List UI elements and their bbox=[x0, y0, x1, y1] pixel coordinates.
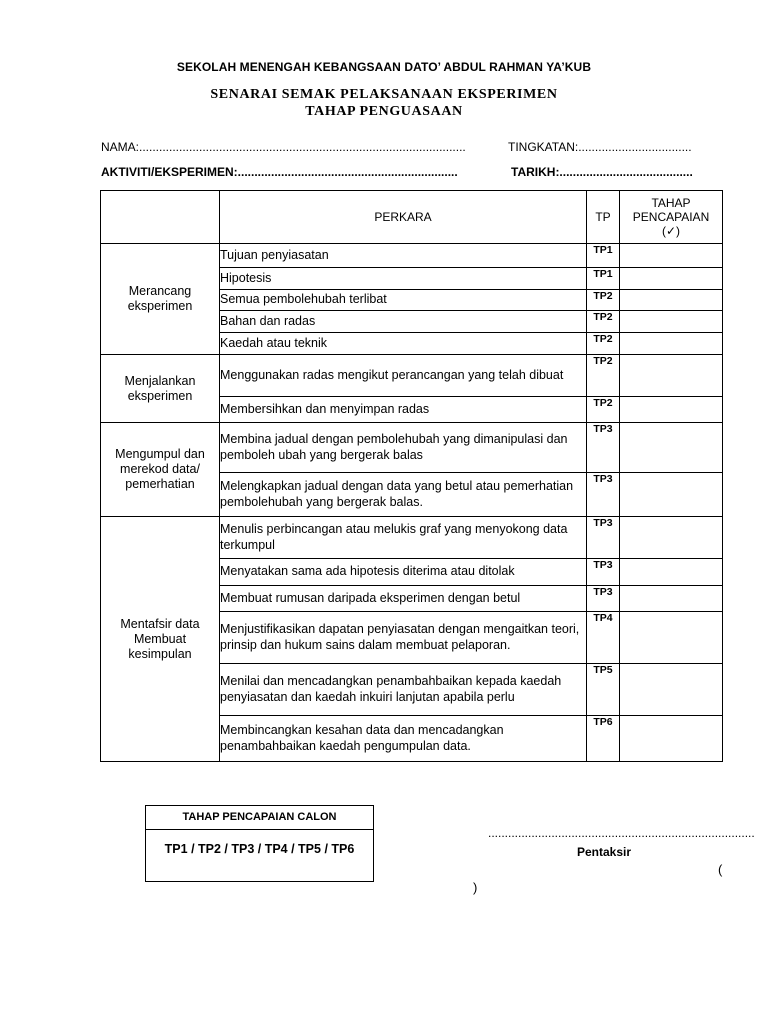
checkmark-cell[interactable] bbox=[620, 559, 723, 586]
form-subtitle: TAHAP PENGUASAAN bbox=[305, 104, 463, 119]
item-text: Kaedah atau teknik bbox=[220, 333, 587, 355]
checkmark-cell[interactable] bbox=[620, 586, 723, 612]
checkmark-cell[interactable] bbox=[620, 268, 723, 290]
checkmark-cell[interactable] bbox=[620, 290, 723, 311]
header-tahap-line1: TAHAP bbox=[651, 196, 691, 210]
name-paren-open: ( bbox=[718, 862, 723, 877]
checkmark-cell[interactable] bbox=[620, 423, 723, 473]
header-tahap-pencapaian bbox=[620, 191, 723, 244]
header-tp: TP bbox=[587, 191, 620, 244]
item-text: Membersihkan dan menyimpan radas bbox=[220, 397, 587, 423]
item-tp: TP2 bbox=[587, 333, 620, 355]
name-paren-close: ) bbox=[473, 880, 478, 895]
item-text: Menggunakan radas mengikut perancangan yang telah dibuat bbox=[220, 355, 587, 397]
item-tp: TP6 bbox=[587, 716, 620, 762]
item-text: Membina jadual dengan pembolehubah yang dimanipulasi dan pemboleh ubah yang bergerak balas bbox=[220, 423, 587, 473]
item-tp: TP3 bbox=[587, 586, 620, 612]
checkmark-cell[interactable] bbox=[620, 244, 723, 268]
item-text: Menjustifikasikan dapatan penyiasatan dengan mengaitkan teori, prinsip dan hukum sains dalam membuat pelaporan. bbox=[220, 612, 587, 664]
checklist-table bbox=[100, 190, 723, 762]
checkmark-cell[interactable] bbox=[620, 311, 723, 333]
item-tp: TP3 bbox=[587, 473, 620, 517]
checkmark-cell[interactable] bbox=[620, 612, 723, 664]
header-blank bbox=[101, 191, 220, 244]
checkmark-cell[interactable] bbox=[620, 333, 723, 355]
school-name: SEKOLAH MENENGAH KEBANGSAAN DATO’ ABDUL RAHMAN YA’KUB bbox=[176, 60, 592, 74]
item-text: Semua pembolehubah terlibat bbox=[220, 290, 587, 311]
item-tp: TP3 bbox=[587, 423, 620, 473]
item-tp: TP2 bbox=[587, 290, 620, 311]
form-title: SENARAI SEMAK PELAKSANAAN EKSPERIMEN bbox=[210, 87, 558, 102]
item-text: Membincangkan kesahan data dan mencadangkan penambahbaikan kaedah pengumpulan data. bbox=[220, 716, 587, 762]
category-mengumpul: Mengumpul dan merekod data/ pemerhatian bbox=[101, 423, 220, 517]
tarikh-field[interactable]: TARIKH:........................................ bbox=[511, 165, 693, 179]
category-mentafsir: Mentafsir data Membuat kesimpulan bbox=[101, 517, 220, 762]
aktiviti-field[interactable]: AKTIVITI/EKSPERIMEN:.................................................................. bbox=[101, 165, 458, 179]
checkmark-cell[interactable] bbox=[620, 716, 723, 762]
item-text: Menulis perbincangan atau melukis graf yang menyokong data terkumpul bbox=[220, 517, 587, 559]
item-text: Menyatakan sama ada hipotesis diterima atau ditolak bbox=[220, 559, 587, 586]
calon-box-title: TAHAP PENCAPAIAN CALON bbox=[146, 806, 373, 830]
checkmark-cell[interactable] bbox=[620, 517, 723, 559]
item-tp: TP2 bbox=[587, 397, 620, 423]
item-tp: TP1 bbox=[587, 268, 620, 290]
header-perkara: PERKARA bbox=[220, 191, 587, 244]
signature-line[interactable]: ................................................................................ bbox=[488, 826, 755, 840]
item-text: Bahan dan radas bbox=[220, 311, 587, 333]
item-tp: TP3 bbox=[587, 559, 620, 586]
item-text: Membuat rumusan daripada eksperimen dengan betul bbox=[220, 586, 587, 612]
header-tahap-line3: (✓) bbox=[661, 224, 681, 238]
item-tp: TP5 bbox=[587, 664, 620, 716]
checkmark-cell[interactable] bbox=[620, 664, 723, 716]
item-tp: TP2 bbox=[587, 311, 620, 333]
checkmark-cell[interactable] bbox=[620, 473, 723, 517]
item-tp: TP4 bbox=[587, 612, 620, 664]
pentaksir-label: Pentaksir bbox=[577, 845, 632, 859]
item-tp: TP1 bbox=[587, 244, 620, 268]
header-tahap-line2: PENCAPAIAN bbox=[632, 210, 710, 224]
checkmark-cell[interactable] bbox=[620, 397, 723, 423]
item-tp: TP3 bbox=[587, 517, 620, 559]
calon-tp-options[interactable]: TP1 / TP2 / TP3 / TP4 / TP5 / TP6 bbox=[164, 842, 355, 856]
item-tp: TP2 bbox=[587, 355, 620, 397]
item-text: Tujuan penyiasatan bbox=[220, 244, 587, 268]
category-merancang: Merancang eksperimen bbox=[101, 244, 220, 355]
item-text: Hipotesis bbox=[220, 268, 587, 290]
tahap-pencapaian-calon-box bbox=[145, 805, 374, 882]
tingkatan-field[interactable]: TINGKATAN:.................................. bbox=[508, 140, 692, 154]
nama-field[interactable]: NAMA:.................................................................................................. bbox=[101, 140, 466, 154]
category-menjalankan: Menjalankan eksperimen bbox=[101, 355, 220, 423]
item-text: Melengkapkan jadual dengan data yang betul atau pemerhatian pembolehubah yang bergerak balas. bbox=[220, 473, 587, 517]
item-text: Menilai dan mencadangkan penambahbaikan kepada kaedah penyiasatan dan kaedah inkuiri lanjutan apabila perlu bbox=[220, 664, 587, 716]
checkmark-cell[interactable] bbox=[620, 355, 723, 397]
